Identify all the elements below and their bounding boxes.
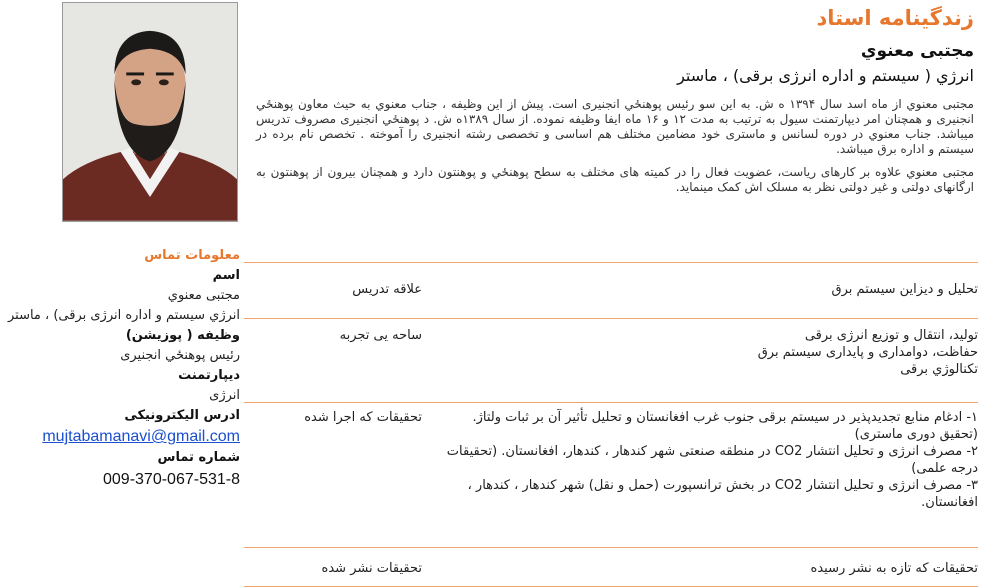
experience-list [432,327,978,402]
email-link[interactable]: mujtabamanavi@gmail.com [42,428,240,445]
name-value: مجتبی معنوي [167,288,240,303]
published-value: تحقیقات که تازه به نشر رسیده [810,561,978,576]
main-section [256,0,974,195]
experience-item: حفاظت، دوامداری و پایداری سیستم برق [757,345,978,360]
research-item: ۲- مصرف انرژی و تحلیل انتشار CO2 در منطقه صنعتی شهر کندهار ، کندهار، افغانستان. (تحقیقات درجه علمی) [446,444,978,476]
research-item: ۳- مصرف انرژی و تحلیل انتشار CO2 در بخش ترانسپورت (حمل و نقل) شهر کندهار ، کندهار ، افغانستان. [467,478,978,510]
contact-title: معلومات تماس [144,248,240,263]
row-experience [244,318,978,402]
research-list [432,409,978,547]
phone-label: شماره تماس [157,450,240,465]
research-label: تحقیقات که اجرا شده [304,410,422,425]
experience-item: تکنالوژي برقی [900,362,978,377]
research-item: ۱- ادغام منابع تجدیدپذیر در سیستم برقی جنوب غرب افغانستان و تحلیل تأثیر آن بر ثبات ولتاژ.(تحقیق دوری ماستری) [472,410,978,442]
teaching-interest-label: علاقه تدریس [352,282,422,297]
name-label: اسم [212,268,240,283]
person-degree: انرژي ( سیستم و اداره انرژی برقی) ، ماستر [677,66,974,85]
person-name: مجتبی معنوي [860,41,974,61]
email-label: ادرس الیکترونیکی [124,408,240,423]
contact-section [0,246,240,492]
row-published [244,547,978,587]
degree-value: انرژي سیستم و اداره انرژی برقی) ، ماستر [7,308,240,323]
department-value: انرژی [209,388,240,403]
experience-label: ساحه یی تجربه [339,328,422,343]
experience-item: تولید، انتقال و توزیع انرژی برقی [804,328,978,343]
published-label: تحقیقات نشر شده [321,561,422,576]
bio-paragraph-2: مجتبی معنوي علاوه بر کارهای ریاست، عضویت فعال را در کمیته های مختلف به سطح پوهنځي و پوهنتون دارد و همچنان بیرون از پوهنتون به ارگانهای دولتی و غیر دولتی نظر به مسلک اش کمک مینماید. [256,165,974,194]
profile-photo [62,2,238,222]
position-value: رئیس پوهنځي انجنیری [120,348,240,363]
teaching-interest-value: تحلیل و دیزاین سیستم برق [831,282,978,297]
portrait-image [63,3,237,221]
department-label: دیپارتمنت [178,368,240,383]
page-title: زندگینامه استاد [816,6,974,30]
row-teaching-interest [244,262,978,318]
position-label: وظیفه ( پوزیشن) [125,328,240,343]
info-table [244,262,978,587]
bio-paragraph: مجتبی معنوي از ماه اسد سال ۱۳۹۴ ه ش. به این سو رئیس پوهنځي انجنیری است. پیش از این وظیفه ، جناب معنوي به حیث معاون پوهنځي انجنیری و همچنان امر دیپارتمنت سیول به ترتیب به مدت ۱۲ و ۱۶ ماه ایفا وظیفه نموده. از سال ۱۳۸۹ه ش. د پوهنځي انجنیری مصروف تدریس میباشد. جناب معنوي در دوره لسانس و ماستری خود مضامین مختلف هم اساسی و تخصصی رشته انجنیری را آموخته . تخصص نام برده در سیستم و اداره برق میباشد. [256,97,975,156]
phone-value: 009-370-067-531-8 [103,471,240,488]
row-research [244,402,978,547]
